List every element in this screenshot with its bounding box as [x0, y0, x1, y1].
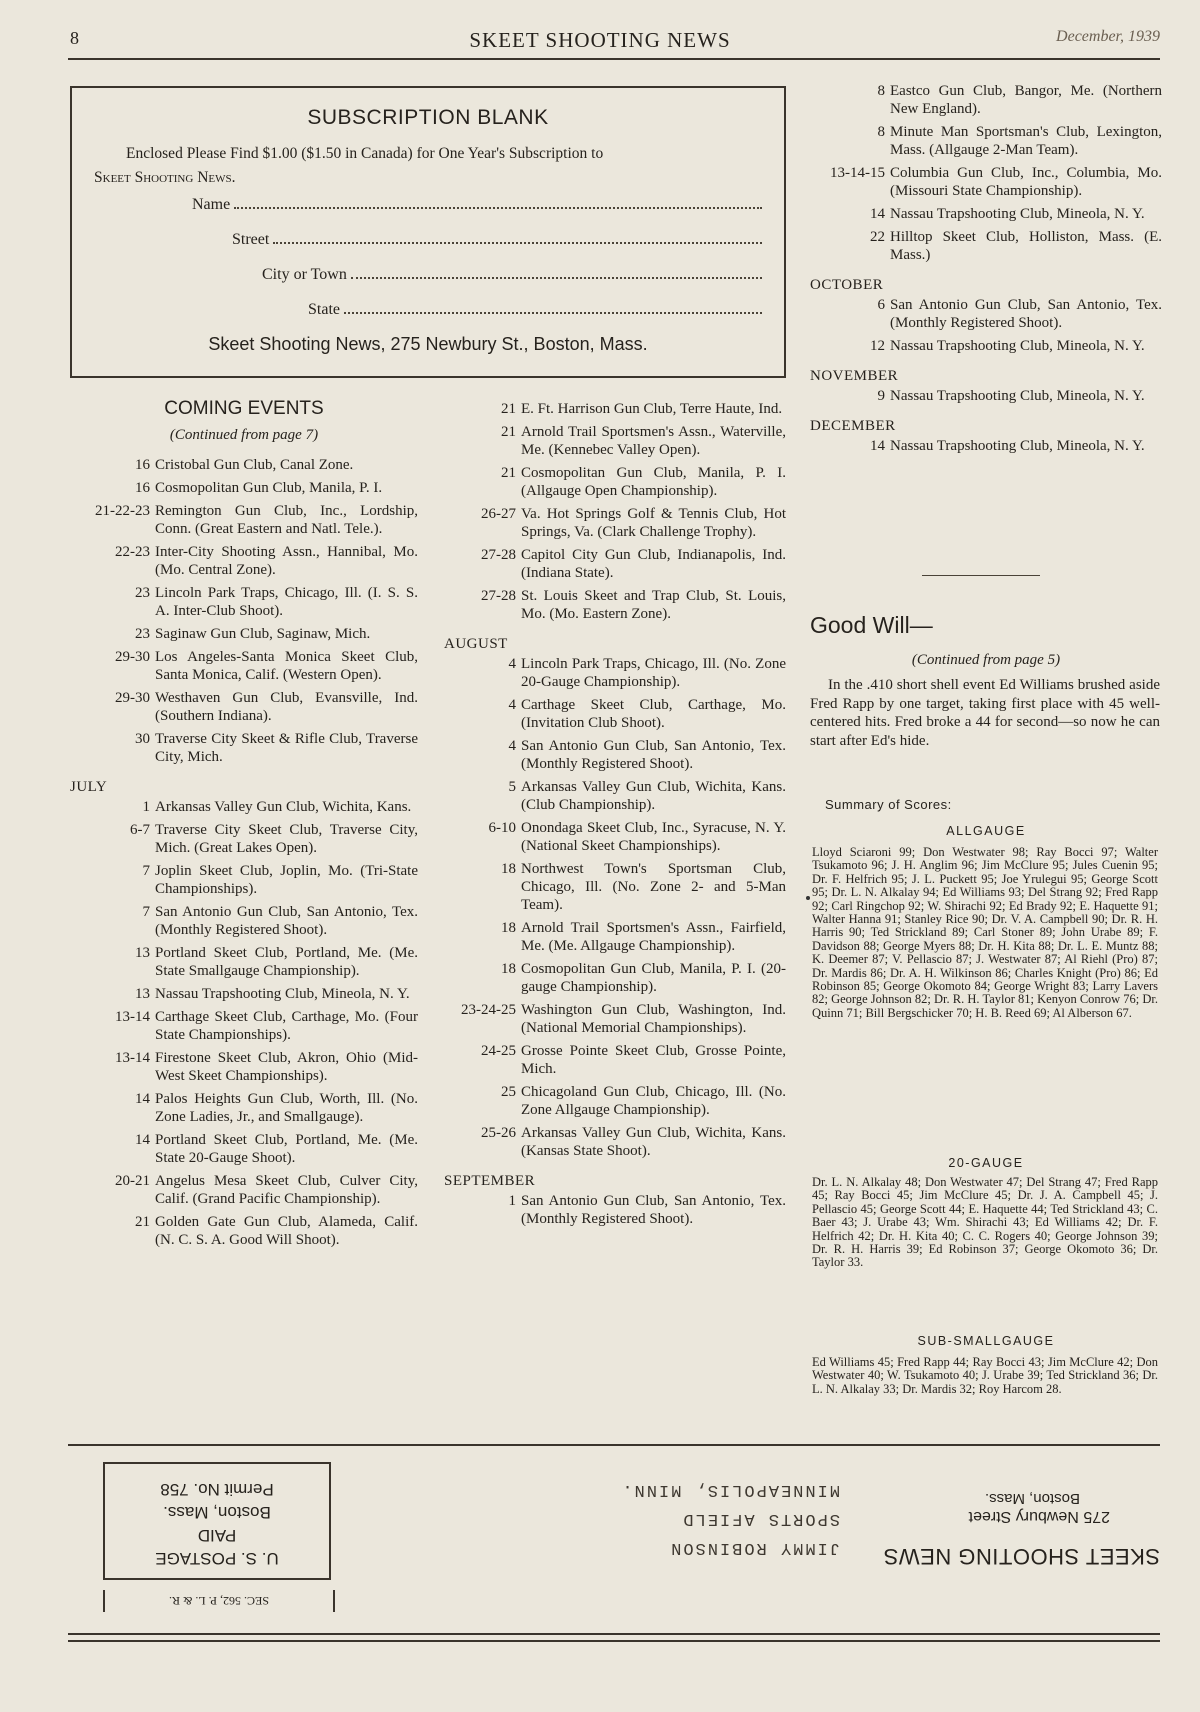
event-date: 27-28: [481, 547, 516, 563]
event-item: [70, 1049, 418, 1085]
event-text: Cosmopolitan Gun Club, Manila, P. I.: [155, 480, 383, 496]
city-label: City or Town: [262, 266, 347, 283]
event-item: [446, 1042, 786, 1078]
event-item: [70, 543, 418, 579]
event-text: San Antonio Gun Club, San Antonio, Tex. (Monthly Registered Shoot).: [155, 904, 418, 938]
event-text: Portland Skeet Club, Portland, Me. (Me. State 20-Gauge Shoot).: [155, 1132, 418, 1166]
event-date: 14: [870, 438, 885, 454]
event-date: 13: [135, 945, 150, 961]
event-date: 7: [142, 863, 150, 879]
event-date: 13-14: [115, 1050, 150, 1066]
good-will-continued: (Continued from page 5): [911, 652, 1061, 668]
event-text: Cosmopolitan Gun Club, Manila, P. I. (Allgauge Open Championship).: [521, 465, 786, 499]
event-text: Cosmopolitan Gun Club, Manila, P. I. (20-gauge Championship).: [521, 961, 786, 995]
month-july: JULY: [70, 779, 108, 795]
event-item: [810, 205, 1162, 223]
event-item: [446, 737, 786, 773]
state-label: State: [308, 301, 340, 318]
event-date: 18: [501, 961, 516, 977]
event-text: Arkansas Valley Gun Club, Wichita, Kans. (Club Championship).: [521, 779, 786, 813]
event-date: 8: [877, 83, 885, 99]
event-text: Onondaga Skeet Club, Inc., Syracuse, N. Y. (National Skeet Championships).: [521, 820, 786, 854]
event-item: [70, 648, 418, 684]
november-event-list: [810, 387, 1162, 405]
section-divider: [922, 575, 1040, 576]
event-date: 9: [877, 388, 885, 404]
july-cont-event-list: [446, 400, 786, 623]
event-date: 26-27: [481, 506, 516, 522]
event-item: [446, 655, 786, 691]
event-item: [70, 689, 418, 725]
event-text: Minute Man Sportsman's Club, Lexington, Mass. (Allgauge 2-Man Team).: [890, 124, 1162, 158]
state-field[interactable]: [308, 301, 762, 319]
event-date: 6: [877, 297, 885, 313]
event-text: Golden Gate Gun Club, Alameda, Calif. (N. C. S. A. Good Will Shoot).: [155, 1214, 418, 1248]
event-text: Carthage Skeet Club, Carthage, Mo. (Invitation Club Shoot).: [521, 697, 786, 731]
event-text: Angelus Mesa Skeet Club, Culver City, Calif. (Grand Pacific Championship).: [155, 1173, 418, 1207]
event-item: [446, 860, 786, 914]
event-item: [70, 903, 418, 939]
allgauge-title: ALLGAUGE: [946, 824, 1026, 838]
event-date: 13: [135, 986, 150, 1002]
event-item: [446, 464, 786, 500]
event-date: 4: [508, 656, 516, 672]
event-item: [446, 778, 786, 814]
return-city: Boston, Mass.: [984, 1490, 1080, 1507]
event-item: [446, 919, 786, 955]
event-text: Remington Gun Club, Inc., Lordship, Conn. (Great Eastern and Natl. Tele.).: [155, 503, 418, 537]
event-date: 20-21: [115, 1173, 150, 1189]
return-address: [860, 1490, 1160, 1577]
issue-date: December, 1939: [1056, 28, 1160, 45]
event-date: 18: [501, 861, 516, 877]
ink-mark: [806, 896, 810, 900]
event-text: Arnold Trail Sportsmen's Assn., Waterville, Me. (Kennebec Valley Open).: [521, 424, 786, 458]
coming-events-title: COMING EVENTS: [164, 398, 324, 419]
event-text: Capitol City Gun Club, Indianapolis, Ind. (Indiana State).: [521, 547, 786, 581]
event-text: Columbia Gun Club, Inc., Columbia, Mo. (Missouri State Championship).: [890, 165, 1162, 199]
event-item: [70, 1131, 418, 1167]
october-event-list: [810, 296, 1162, 355]
event-date: 21: [135, 1214, 150, 1230]
event-text: Traverse City Skeet & Rifle Club, Traverse City, Mich.: [155, 731, 418, 765]
event-item: [70, 730, 418, 766]
event-item: [446, 400, 786, 418]
event-date: 7: [142, 904, 150, 920]
september-event-list: [446, 1192, 786, 1228]
month-august: AUGUST: [444, 636, 508, 652]
event-text: Arnold Trail Sportsmen's Assn., Fairfield, Me. (Me. Allgauge Championship).: [521, 920, 786, 954]
event-text: Nassau Trapshooting Club, Mineola, N. Y.: [890, 338, 1145, 354]
event-date: 30: [135, 731, 150, 747]
subscription-text: [94, 142, 762, 190]
event-date: 13-14: [115, 1009, 150, 1025]
good-will-paragraph: In the .410 short shell event Ed Williams brushed aside Fred Rapp by one target, taking first place with 45 well-centered hits. Fred broke a 44 for second—so now he can start after Ed's hide.: [810, 677, 1160, 749]
event-date: 6-10: [488, 820, 516, 836]
name-label: Name: [192, 196, 231, 213]
good-will-title: Good Will—: [810, 612, 933, 638]
event-date: 21: [501, 465, 516, 481]
event-text: Va. Hot Springs Golf & Tennis Club, Hot Springs, Va. (Clark Challenge Trophy).: [521, 506, 786, 540]
event-date: 14: [135, 1091, 150, 1107]
event-item: [70, 985, 418, 1003]
postage-permit-box: [103, 1462, 331, 1580]
paid-line: PAID: [197, 1526, 237, 1545]
event-text: Firestone Skeet Club, Akron, Ohio (Mid-West Skeet Championships).: [155, 1050, 418, 1084]
event-date: 5: [508, 779, 516, 795]
event-text: Carthage Skeet Club, Carthage, Mo. (Four State Championships).: [155, 1009, 418, 1043]
event-date: 12: [870, 338, 885, 354]
event-text: Grosse Pointe Skeet Club, Grosse Pointe, Mich.: [521, 1043, 786, 1077]
month-october: OCTOBER: [810, 277, 884, 293]
event-item: [810, 337, 1162, 355]
event-item: [70, 625, 418, 643]
mailing-rule-bottom-2: [68, 1640, 1160, 1642]
street-field[interactable]: [232, 231, 762, 249]
sub-smallgauge-title: SUB-SMALLGAUGE: [917, 1334, 1055, 1348]
event-text: Portland Skeet Club, Portland, Me. (Me. State Smallgauge Championship).: [155, 945, 418, 979]
event-text: Washington Gun Club, Washington, Ind. (National Memorial Championships).: [521, 1002, 786, 1036]
july-event-list: [70, 798, 418, 1249]
allgauge-scores: Lloyd Sciaroni 99; Don Westwater 98; Ray Bocci 97; Walter Tsukamoto 96; J. H. Anglim 96; Jim McClure 95; Jules Cuenin 95; Dr. F. Helfrich 95; J. L. Puckett 95; Joe Yrulegui 95; George Scott 95; Dr. L. N. Alkalay 94; Ed Williams 93; Del Strang 92; Fred Rapp 92; Carl Ringchop 92; W. Shirachi 92; Ed Brady 92; E. Haquette 91; Walter Hanna 91; Stanley Rice 90; Dr. V. A. Campbell 90; Dr. R. H. Harris 90; Ted Strickland 89; Carl Stoner 89; John Urabe 89; F. Davidson 88; George Myers 88; Dr. H. Kita 88; Dr. L. E. Muntz 88; K. Deemer 87; V. Pellascio 87; J. Westwater 87; Al Riehl (Pro) 87; Dr. Mardis 86; Dr. A. H. Wilkinson 86; Charles Knight (Pro) 86; Ed Robinson 85; George Okomoto 84; George Wright 83; Larry Lavers 82; George Johnson 82; Dr. R. H. Taylor 81; Kenyon Conrow 76; Dr. Quinn 71; Bill Bergschicker 70; H. B. Reed 69; Al Alberson 67.: [812, 845, 1158, 1020]
event-item: [446, 1001, 786, 1037]
sub-smallgauge-scores: Ed Williams 45; Fred Rapp 44; Ray Bocci 43; Jim McClure 42; Don Westwater 40; W. Tsukamoto 40; J. Urabe 39; Ted Strickland 36; Dr. L. N. Alkalay 33; Dr. Mardis 32; Roy Harcom 28.: [812, 1355, 1158, 1396]
event-date: 25-26: [481, 1125, 516, 1141]
event-text: Nassau Trapshooting Club, Mineola, N. Y.: [890, 206, 1145, 222]
event-text: Inter-City Shooting Assn., Hannibal, Mo. (Mo. Central Zone).: [155, 544, 418, 578]
event-item: [810, 437, 1162, 455]
event-date: 29-30: [115, 649, 150, 665]
event-item: [446, 546, 786, 582]
event-date: 13-14-15: [830, 165, 885, 181]
event-text: Lincoln Park Traps, Chicago, Ill. (I. S. S. A. Inter-Club Shoot).: [155, 585, 418, 619]
event-text: Chicagoland Gun Club, Chicago, Ill. (No. Zone Allgauge Championship).: [521, 1084, 786, 1118]
event-date: 4: [508, 738, 516, 754]
state-line[interactable]: [344, 301, 762, 314]
event-item: [70, 479, 418, 497]
event-item: [446, 960, 786, 996]
event-item: [70, 456, 418, 474]
event-date: 29-30: [115, 690, 150, 706]
event-item: [70, 798, 418, 816]
event-date: 23-24-25: [461, 1002, 516, 1018]
event-date: 21-22-23: [95, 503, 150, 519]
event-text: San Antonio Gun Club, San Antonio, Tex. (Monthly Registered Shoot).: [521, 738, 786, 772]
event-text: Arkansas Valley Gun Club, Wichita, Kans. (Kansas State Shoot).: [521, 1125, 786, 1159]
event-text: Northwest Town's Sportsman Club, Chicago, Ill. (No. Zone 2- and 5-Man Team).: [521, 861, 786, 913]
event-item: [810, 123, 1162, 159]
event-text: Joplin Skeet Club, Joplin, Mo. (Tri-State Championships).: [155, 863, 418, 897]
event-text: Westhaven Gun Club, Evansville, Ind. (Southern Indiana).: [155, 690, 418, 724]
event-item: [70, 862, 418, 898]
event-item: [810, 296, 1162, 332]
event-item: [446, 423, 786, 459]
publication-name: Skeet Shooting News.: [94, 169, 236, 186]
name-line[interactable]: [234, 196, 762, 209]
coming-events-col3: [810, 82, 1162, 460]
event-text: Hilltop Skeet Club, Holliston, Mass. (E. Mass.): [890, 229, 1162, 263]
month-december: DECEMBER: [810, 418, 896, 434]
event-date: 23: [135, 626, 150, 642]
event-date: 25: [501, 1084, 516, 1100]
subscription-address: Skeet Shooting News, 275 Newbury St., Boston, Mass.: [208, 334, 648, 354]
event-item: [70, 1090, 418, 1126]
event-item: [810, 164, 1162, 200]
event-item: [70, 1008, 418, 1044]
header-rule: [68, 58, 1160, 60]
event-text: Arkansas Valley Gun Club, Wichita, Kans.: [155, 799, 412, 815]
event-date: 21: [501, 424, 516, 440]
event-date: 4: [508, 697, 516, 713]
event-text: San Antonio Gun Club, San Antonio, Tex. (Monthly Registered Shoot).: [890, 297, 1162, 331]
event-item: [70, 502, 418, 538]
event-text: Nassau Trapshooting Club, Mineola, N. Y.: [890, 438, 1145, 454]
event-item: [70, 1172, 418, 1208]
event-date: 18: [501, 920, 516, 936]
event-item: [70, 1213, 418, 1249]
event-item: [446, 587, 786, 623]
subscription-title: SUBSCRIPTION BLANK: [307, 106, 549, 129]
event-item: [446, 819, 786, 855]
return-street: 275 Newbury Street: [968, 1508, 1110, 1525]
june-event-list: [70, 456, 418, 766]
event-text: San Antonio Gun Club, San Antonio, Tex. (Monthly Registered Shoot).: [521, 1193, 786, 1227]
august-event-list: [446, 655, 786, 1160]
event-item: [810, 82, 1162, 118]
section-562-label: SEC. 562, P. L. & R.: [103, 1590, 335, 1612]
addressee-org: SPORTS AFIELD: [681, 1509, 840, 1528]
event-item: [446, 1083, 786, 1119]
event-date: 16: [135, 457, 150, 473]
return-name: SKEET SHOOTING NEWS: [883, 1544, 1160, 1569]
event-item: [446, 1124, 786, 1160]
september-cont-event-list: [810, 82, 1162, 264]
event-text: Nassau Trapshooting Club, Mineola, N. Y.: [890, 388, 1145, 404]
publication-title: SKEET SHOOTING NEWS: [469, 28, 731, 52]
page-number: 8: [70, 28, 79, 48]
street-line[interactable]: [273, 231, 762, 244]
event-text: Cristobal Gun Club, Canal Zone.: [155, 457, 354, 473]
event-date: 1: [142, 799, 150, 815]
event-item: [70, 944, 418, 980]
addressee-label: [520, 1475, 840, 1562]
event-text: Lincoln Park Traps, Chicago, Ill. (No. Zone 20-Gauge Championship).: [521, 656, 786, 690]
event-date: 23: [135, 585, 150, 601]
coming-events-col1: [70, 400, 418, 1254]
city-field[interactable]: [262, 266, 762, 284]
summary-title: Summary of Scores:: [825, 797, 952, 812]
event-item: [446, 505, 786, 541]
mailing-rule-bottom-1: [68, 1633, 1160, 1635]
event-item: [810, 228, 1162, 264]
event-text: Nassau Trapshooting Club, Mineola, N. Y.: [155, 986, 410, 1002]
event-date: 27-28: [481, 588, 516, 604]
subscription-blank: [70, 86, 786, 378]
event-date: 1: [508, 1193, 516, 1209]
city-line[interactable]: [351, 266, 762, 279]
event-date: 24-25: [481, 1043, 516, 1059]
event-date: 14: [135, 1132, 150, 1148]
enclosed-line: Enclosed Please Find $1.00 ($1.50 in Canada) for One Year's Subscription to: [126, 145, 604, 162]
event-item: [446, 696, 786, 732]
addressee-city: MINNEAPOLIS, MINN.: [620, 1480, 840, 1499]
street-label: Street: [232, 231, 270, 248]
event-item: [446, 1192, 786, 1228]
month-september: SEPTEMBER: [444, 1173, 536, 1189]
event-date: 6-7: [130, 822, 150, 838]
event-date: 16: [135, 480, 150, 496]
event-text: St. Louis Skeet and Trap Club, St. Louis, Mo. (Mo. Eastern Zone).: [521, 588, 786, 622]
addressee-name: JIMMY ROBINSON: [669, 1538, 840, 1557]
event-date: 22-23: [115, 544, 150, 560]
event-date: 8: [877, 124, 885, 140]
coming-events-continued: (Continued from page 7): [169, 427, 319, 443]
mailing-rule-top: [68, 1444, 1160, 1446]
event-date: 21: [501, 401, 516, 417]
permit-number-line: Permit No. 758: [160, 1480, 274, 1499]
event-text: Saginaw Gun Club, Saginaw, Mich.: [155, 626, 371, 642]
event-date: 22: [870, 229, 885, 245]
twenty-gauge-scores: Dr. L. N. Alkalay 48; Don Westwater 47; Del Strang 47; Fred Rapp 45; Ray Bocci 45; Jim McClure 45; Dr. J. A. Campbell 45; J. Pellascio 45; George Scott 44; E. Haquette 44; Ted Strickland 43; C. Baer 43; J. Urabe 43; Wm. Shirachi 43; Ed Williams 42; Dr. F. Helfrich 42; Dr. H. Kita 40; C. C. Rogers 40; George Johnson 39; Dr. R. H. Harris 39; Ed Robinson 37; George Okomoto 36; Dr. Taylor 33.: [812, 1175, 1158, 1270]
event-text: Palos Heights Gun Club, Worth, Ill. (No. Zone Ladies, Jr., and Smallgauge).: [155, 1091, 418, 1125]
event-text: Los Angeles-Santa Monica Skeet Club, Santa Monica, Calif. (Western Open).: [155, 649, 418, 683]
event-text: Traverse City Skeet Club, Traverse City, Mich. (Great Lakes Open).: [155, 822, 418, 856]
event-item: [810, 387, 1162, 405]
twenty-gauge-title: 20-GAUGE: [948, 1156, 1024, 1170]
event-item: [70, 584, 418, 620]
event-item: [70, 821, 418, 857]
permit-city-line: Boston, Mass.: [163, 1503, 271, 1522]
coming-events-col2: [446, 400, 786, 1233]
event-text: E. Ft. Harrison Gun Club, Terre Haute, Ind.: [521, 401, 783, 417]
event-text: Eastco Gun Club, Bangor, Me. (Northern New England).: [890, 83, 1162, 117]
event-date: 14: [870, 206, 885, 222]
december-event-list: [810, 437, 1162, 455]
month-november: NOVEMBER: [810, 368, 899, 384]
name-field[interactable]: [192, 196, 762, 214]
postage-line: U. S. POSTAGE: [155, 1549, 279, 1568]
